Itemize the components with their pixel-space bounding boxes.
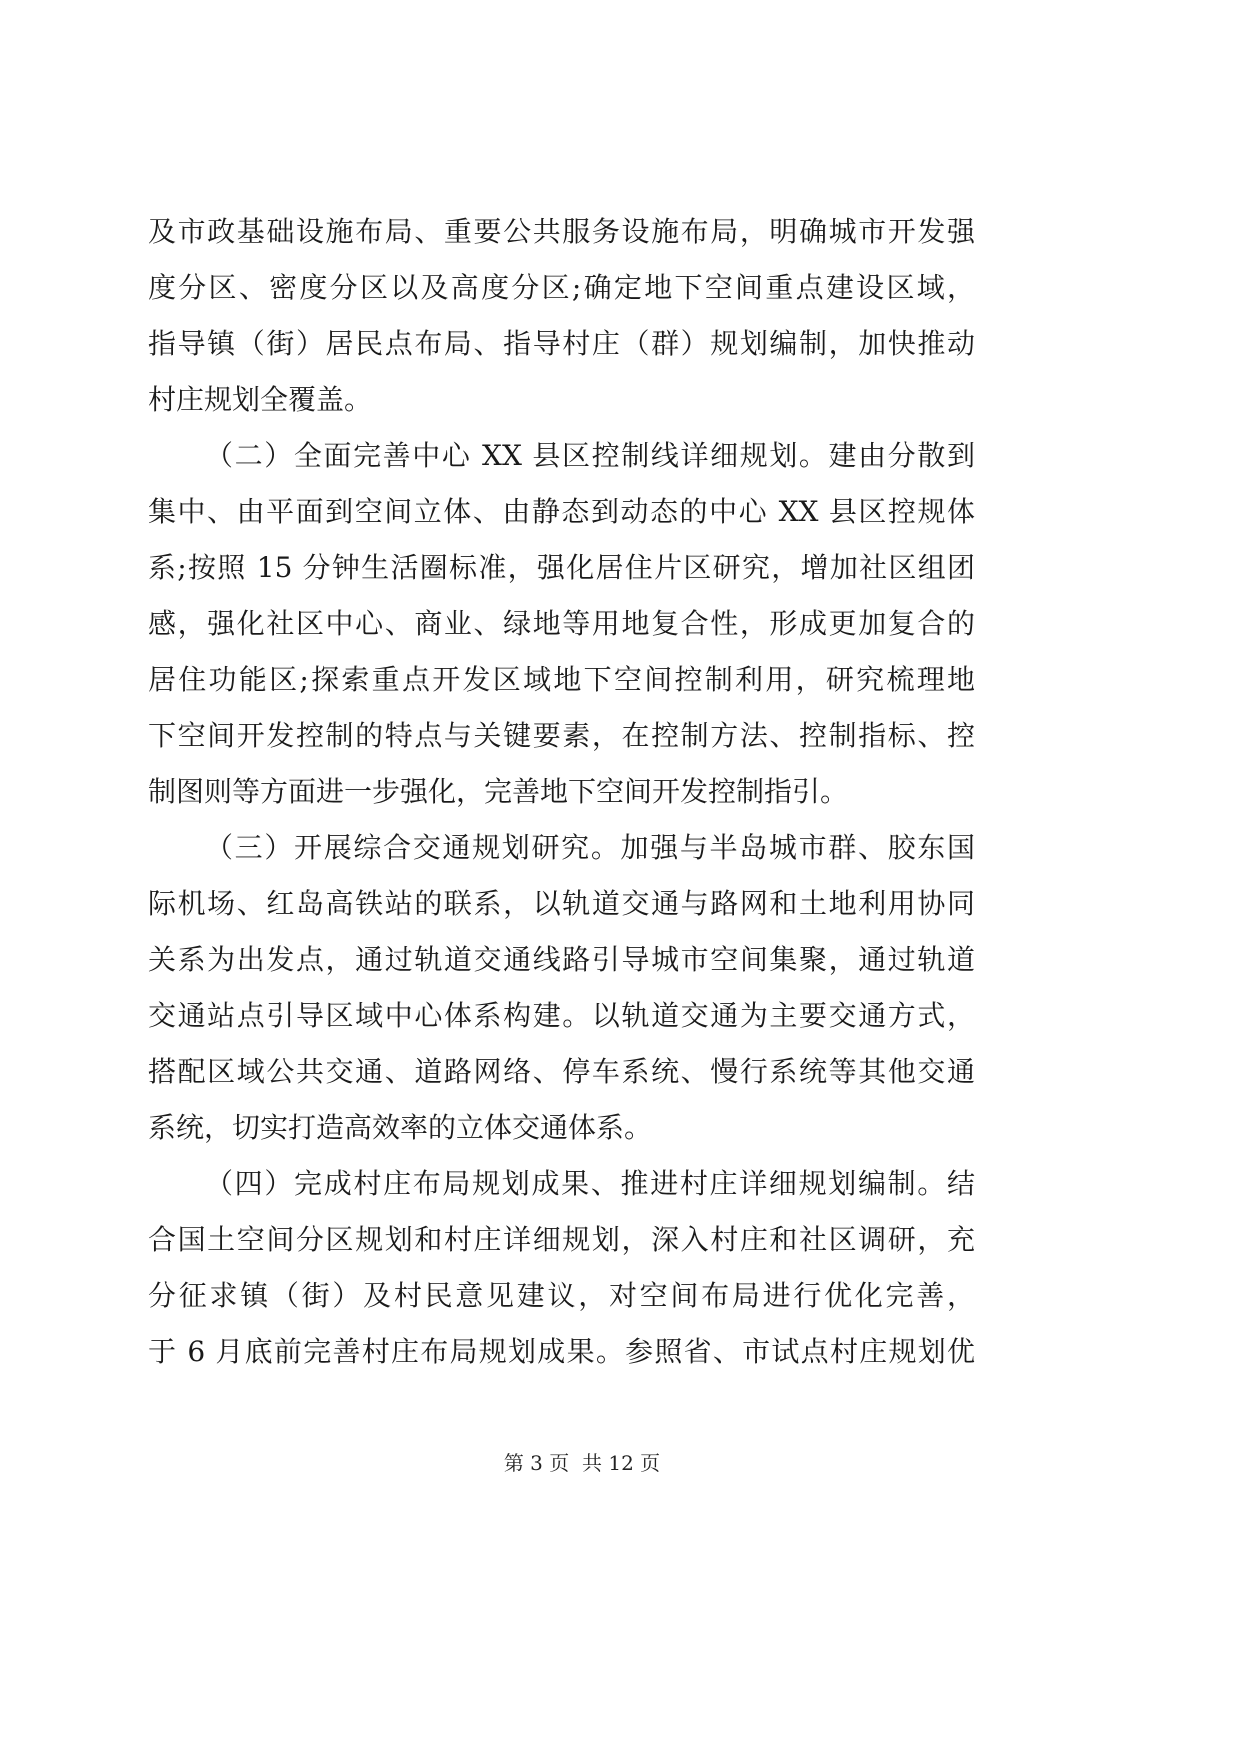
text-line: （三）开展综合交通规划研究。加强与半岛城市群、胶东国 [205,831,975,864]
paragraph [148,428,975,820]
text-line: 交通站点引导区域中心体系构建。以轨道交通为主要交通方式， [148,999,975,1032]
text-line: 下空间开发控制的特点与关键要素，在控制方法、控制指标、控 [148,719,975,752]
document-body [148,204,975,1380]
text-line: 集中、由平面到空间立体、由静态到动态的中心 XX 县区控规体 [148,495,975,528]
paragraph [148,820,975,1156]
text-line: 居住功能区;探索重点开发区域地下空间控制利用，研究梳理地 [148,663,975,696]
text-line: 制图则等方面进一步强化，完善地下空间开发控制指引。 [148,775,849,808]
page-footer: 第 3 页 共 12 页 [503,1451,661,1475]
text-line: 及市政基础设施布局、重要公共服务设施布局，明确城市开发强 [148,215,975,248]
text-line: 系;按照 15 分钟生活圈标准，强化居住片区研究，增加社区组团 [148,551,975,584]
text-line: 分征求镇（街）及村民意见建议，对空间布局进行优化完善， [148,1279,975,1312]
paragraph [148,1156,975,1380]
text-line: 村庄规划全覆盖。 [148,383,373,416]
text-line: （四）完成村庄布局规划成果、推进村庄详细规划编制。结 [205,1167,975,1200]
text-line: 指导镇（街）居民点布局、指导村庄（群）规划编制，加快推动 [148,327,975,360]
text-line: 搭配区域公共交通、道路网络、停车系统、慢行系统等其他交通 [148,1055,975,1088]
text-line: 关系为出发点，通过轨道交通线路引导城市空间集聚，通过轨道 [148,943,975,976]
text-line: （二）全面完善中心 XX 县区控制线详细规划。建由分散到 [205,439,975,472]
text-line: 系统，切实打造高效率的立体交通体系。 [148,1111,653,1144]
text-line: 度分区、密度分区以及高度分区;确定地下空间重点建设区域， [148,271,975,304]
paragraph [148,204,975,428]
text-line: 际机场、红岛高铁站的联系，以轨道交通与路网和土地利用协同 [148,887,975,920]
text-line: 合国土空间分区规划和村庄详细规划，深入村庄和社区调研，充 [148,1223,975,1256]
text-line: 感，强化社区中心、商业、绿地等用地复合性，形成更加复合的 [148,607,975,640]
text-line: 于 6 月底前完善村庄布局规划成果。参照省、市试点村庄规划优 [148,1335,975,1368]
